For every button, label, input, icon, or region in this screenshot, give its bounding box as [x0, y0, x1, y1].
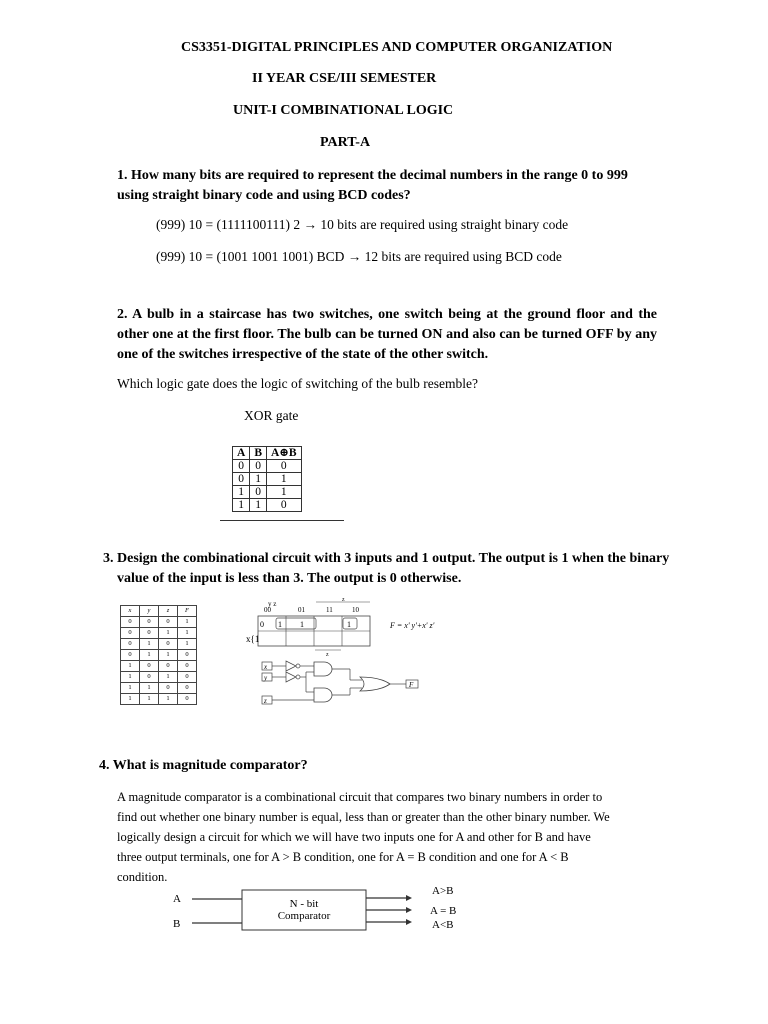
- table-cell: 1: [250, 499, 267, 512]
- circuit-output-f: F: [409, 681, 414, 689]
- table-cell: 0: [266, 460, 301, 473]
- table-cell: 0: [159, 617, 178, 628]
- table-cell: 1: [121, 672, 140, 683]
- kmap-col-3: 10: [352, 606, 359, 614]
- table-cell: 0: [233, 473, 250, 486]
- table-cell: 0: [140, 617, 159, 628]
- table-cell: 1: [159, 672, 178, 683]
- table-row: [121, 683, 197, 694]
- q3-table-header: y: [140, 606, 159, 617]
- table-row: [233, 499, 302, 512]
- comparator-block-line2: Comparator: [277, 910, 331, 922]
- table-cell: 0: [159, 639, 178, 650]
- q4-answer: A magnitude comparator is a combinational circuit that compares two binary numbers in order to find out whether one binary number is equal, less than or greater than the other binary number. We logically design a circuit for which we will have two inputs one for A and other for B and have three output terminals, one for A > B condition, one for A = B condition and one for A < B condition.: [117, 790, 610, 884]
- question-1: 1. How many bits are required to represent the decimal numbers in the range 0 to 999 using straight binary code and using BCD codes?: [117, 168, 628, 203]
- xor-table-header: A: [233, 447, 250, 460]
- table-cell: 0: [140, 672, 159, 683]
- kmap-z-bottom: z: [326, 652, 329, 658]
- table-cell: 0: [178, 650, 197, 661]
- xor-truth-table: [232, 446, 302, 512]
- table-cell: 1: [233, 486, 250, 499]
- table-row: [121, 628, 197, 639]
- table-cell: 0: [178, 683, 197, 694]
- table-cell: 0: [250, 486, 267, 499]
- table-row: [121, 672, 197, 683]
- table-row: [233, 460, 302, 473]
- circuit-input-y: y: [264, 674, 268, 682]
- table-cell: 1: [140, 650, 159, 661]
- q3-table-header: z: [159, 606, 178, 617]
- table-row: [121, 650, 197, 661]
- table-cell: 1: [159, 650, 178, 661]
- q1-answer-binary: (999) 10 = (1111100111) 2 → 10 bits are required using straight binary code: [156, 217, 569, 232]
- table-cell: 1: [178, 617, 197, 628]
- equation: F = x' y'+x' z': [390, 621, 435, 630]
- table-cell: 0: [178, 661, 197, 672]
- comparator-block-line1: N - bit: [289, 898, 319, 910]
- kmap-x-row-label: x{1: [246, 634, 260, 644]
- table-cell: 0: [159, 661, 178, 672]
- table-row: [121, 639, 197, 650]
- xor-table-header: A⊕B: [266, 447, 301, 460]
- table-cell: 1: [121, 661, 140, 672]
- kmap-col-1: 01: [298, 606, 305, 614]
- table-cell: 1: [178, 639, 197, 650]
- comparator-input-b: B: [173, 918, 181, 930]
- table-cell: 0: [140, 661, 159, 672]
- q3-table-header: F: [178, 606, 197, 617]
- kmap-col-0: 00: [264, 606, 271, 614]
- kmap-row0-label: 0: [260, 620, 264, 629]
- table-row: [121, 661, 197, 672]
- question-2: 2. A bulb in a staircase has two switches, one switch being at the ground floor and the other one at the first floor. The bulb can be turned ON and also can be turned OFF by any one of the switches irrespective of the state of the other switch.: [117, 307, 657, 362]
- table-cell: 1: [159, 628, 178, 639]
- unit-title: UNIT-I COMBINATIONAL LOGIC: [233, 103, 454, 118]
- comparator-diagram: [160, 882, 490, 942]
- q1-answer-bcd: (999) 10 = (1001 1001 1001) BCD → 12 bits are required using BCD code: [156, 249, 562, 264]
- table-cell: 0: [178, 694, 197, 705]
- table-cell: 1: [140, 639, 159, 650]
- table-cell: 1: [140, 694, 159, 705]
- table-cell: 0: [266, 499, 301, 512]
- comparator-output-eq: A = B: [430, 905, 457, 917]
- kmap-col-2: 11: [326, 606, 333, 614]
- table-cell: 1: [266, 486, 301, 499]
- table-cell: 1: [266, 473, 301, 486]
- table-cell: 1: [233, 499, 250, 512]
- table-cell: 1: [121, 683, 140, 694]
- kmap-one-b: 1: [300, 620, 304, 629]
- table-cell: 0: [140, 628, 159, 639]
- table-row: [121, 617, 197, 628]
- question-3: 3. Design the combinational circuit with 3 inputs and 1 output. The output is 1 when the binary value of the input is less than 3. The output is 0 otherwise.: [103, 551, 670, 586]
- kmap-one-c: 1: [347, 620, 351, 629]
- table-cell: 0: [159, 683, 178, 694]
- table-cell: 0: [250, 460, 267, 473]
- part-title: PART-A: [320, 135, 371, 150]
- table-cell: 1: [250, 473, 267, 486]
- circuit-input-z: z: [264, 697, 267, 705]
- q2-sub-question: Which logic gate does the logic of switching of the bulb resemble?: [117, 376, 479, 391]
- table-row: [233, 473, 302, 486]
- year-semester: II YEAR CSE/III SEMESTER: [252, 71, 437, 86]
- q3-table-header: x: [121, 606, 140, 617]
- kmap-yz-label: y z: [268, 600, 277, 608]
- table-cell: 0: [121, 617, 140, 628]
- xor-table-header: B: [250, 447, 267, 460]
- circuit-input-x: x: [264, 663, 268, 671]
- q2-answer: XOR gate: [244, 408, 299, 423]
- kmap-and-circuit: [240, 598, 470, 713]
- course-title: CS3351-DIGITAL PRINCIPLES AND COMPUTER ORGANIZATION: [181, 40, 613, 55]
- kmap-z-label: z: [342, 598, 345, 603]
- comparator-input-a: A: [173, 893, 181, 905]
- comparator-output-lt: A<B: [432, 919, 454, 931]
- table-row: [233, 486, 302, 499]
- table-row: [121, 694, 197, 705]
- table-cell: 1: [178, 628, 197, 639]
- comparator-output-gt: A>B: [432, 885, 454, 897]
- table-cell: 0: [233, 460, 250, 473]
- table-cell: 0: [121, 628, 140, 639]
- table-cell: 1: [121, 694, 140, 705]
- table-cell: 1: [159, 694, 178, 705]
- table-cell: 0: [121, 650, 140, 661]
- question-4: 4. What is magnitude comparator?: [99, 758, 308, 773]
- table-cell: 0: [121, 639, 140, 650]
- table-cell: 0: [178, 672, 197, 683]
- table-cell: 1: [140, 683, 159, 694]
- kmap-one-a: 1: [278, 620, 282, 629]
- table-underline: [220, 520, 344, 521]
- q3-truth-table: [120, 605, 197, 705]
